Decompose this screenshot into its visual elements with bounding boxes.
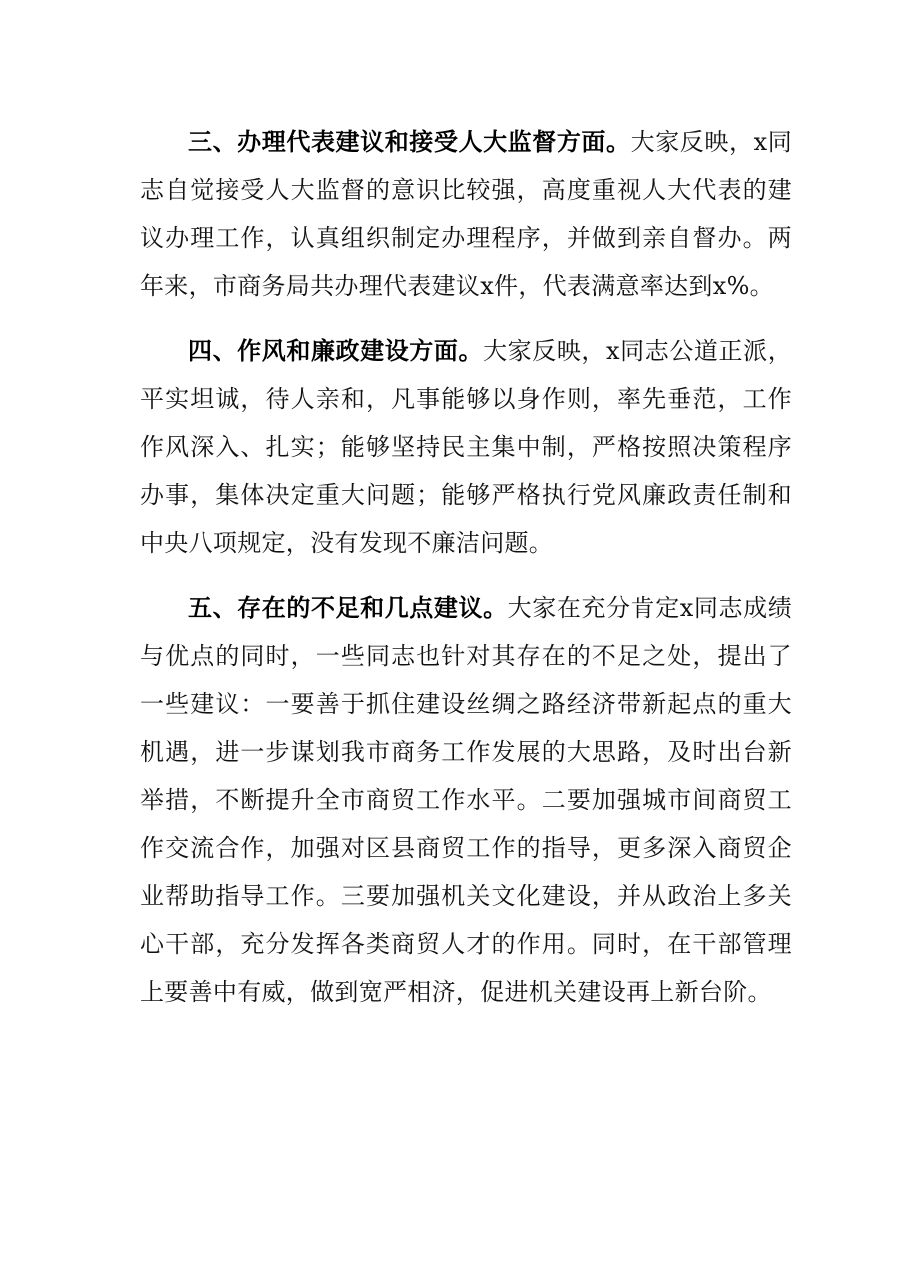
paragraph-shortcomings-suggestions — [140, 584, 792, 1016]
paragraph-representative-suggestions — [140, 118, 792, 310]
paragraph-text: 大家反映，x同志公道正派，平实坦诚，待人亲和，凡事能够以身作则，率先垂范，工作作风深入、扎实；能够坚持民主集中制，严格按照决策程序办事，集体决定重大问题；能够严格执行党风廉政责任制和中央八项规定，没有发现不廉洁问题。 — [140, 337, 792, 557]
paragraph-text: 大家在充分肯定x同志成绩与优点的同时，一些同志也针对其存在的不足之处，提出了一些建议：一要善于抓住建设丝绸之路经济带新起点的重大机遇，进一步谋划我市商务工作发展的大思路，及时出台新举措，不断提升全市商贸工作水平。二要加强城市间商贸工作交流合作，加强对区县商贸工作的指导，更多深入商贸企业帮助指导工作。三要加强机关文化建设，并从政治上多关心干部，充分发挥各类商贸人才的作用。同时，在干部管理上要善中有威，做到宽严相济，促进机关建设再上新台阶。 — [140, 594, 792, 1006]
paragraph-heading: 三、办理代表建议和接受人大监督方面。 — [188, 127, 631, 156]
paragraph-heading: 四、作风和廉政建设方面。 — [188, 336, 484, 365]
paragraph-heading: 五、存在的不足和几点建议。 — [188, 593, 508, 622]
document-body — [140, 118, 792, 1033]
paragraph-text: 大家反映，x同志自觉接受人大监督的意识比较强，高度重视人大代表的建议办理工作，认真组织制定办理程序，并做到亲自督办。两年来，市商务局共办理代表建议x件，代表满意率达到x%。 — [140, 128, 792, 300]
paragraph-work-style-integrity — [140, 327, 792, 567]
